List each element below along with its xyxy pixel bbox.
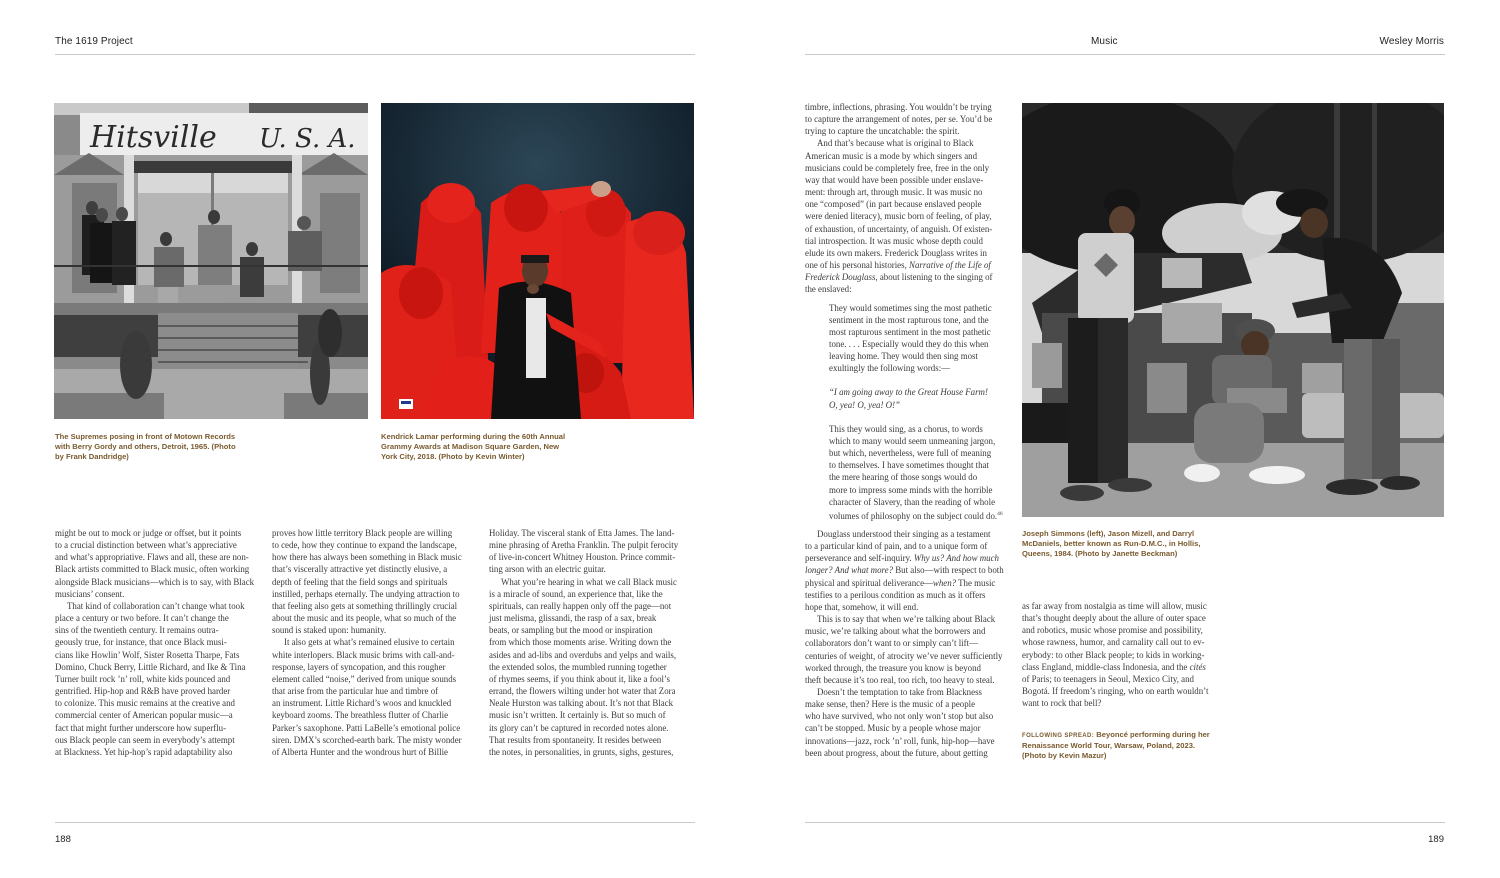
- spacer: [829, 411, 1020, 423]
- kendrick-lamar-grammys-photo: [381, 103, 694, 419]
- text-line: to cede, how they continue to expand the landscape,: [272, 540, 457, 551]
- text-line: American music is a mode by which singers and: [805, 150, 978, 161]
- text-line: Neale Hurston was talking about. It’s not that Black: [489, 698, 674, 709]
- following-spread-label: FOLLOWING SPREAD:: [1022, 733, 1095, 739]
- text-line: way that would have been possible under enslave-: [805, 174, 984, 185]
- intro-text: [805, 101, 1020, 296]
- caption-line: York City, 2018. (Photo by Kevin Winter): [381, 452, 525, 461]
- text-line: errand, the flowers wilting under hot water that Zora: [489, 686, 676, 697]
- body-column-1: [55, 527, 265, 758]
- svg-text:U. S. A.: U. S. A.: [259, 124, 356, 154]
- text-line: Frederick Douglass, about listening to the singing of: [805, 272, 993, 283]
- footer-rule: [55, 822, 695, 823]
- text-line: spirituals, can really happen only off the page—not: [489, 600, 672, 611]
- text-line: Douglass understood their singing as a testament: [817, 528, 991, 539]
- footnote-marker: 46: [997, 510, 1003, 517]
- text-line: more to impress some minds with the horrible: [829, 484, 993, 495]
- text-line: O, yea! O, yea! O!”: [829, 399, 900, 410]
- text-line: siren. DMX’s scorched-earth bark. The misty wonder: [272, 734, 462, 745]
- text-line: ting arson with an electric guitar.: [489, 564, 606, 575]
- footer-rule: [805, 822, 1445, 823]
- caption-line: by Frank Dandridge): [55, 452, 129, 461]
- text-line: leaving home. They would then sing most: [829, 351, 978, 362]
- text-line: Domino, Chuck Berry, Little Richard, and Ike & Tina: [55, 661, 246, 672]
- text-line: that feeling also gets at something thrillingly crucial: [272, 600, 458, 611]
- text-line: that’s thought deeply about the allure of outer space: [1022, 613, 1206, 624]
- text-line: how there has always been something in Black music: [272, 552, 462, 563]
- text-line: Parker’s saxophone. Patti LaBelle’s emotional police: [272, 722, 461, 733]
- spacer: [829, 374, 1020, 386]
- text-line: its glory can’t be captured in recorded notes alone.: [489, 722, 669, 733]
- text-line: as far away from nostalgia as time will allow, music: [1022, 601, 1207, 611]
- body-column-3: [489, 527, 699, 758]
- text-line: make sense, then? Here is the music of a people: [805, 699, 976, 710]
- text-line: centuries of weight, of atrocity we’ve never sufficiently: [805, 650, 1003, 661]
- caption-line: (Photo by Kevin Mazur): [1022, 751, 1107, 760]
- blockquote-para-1: [829, 302, 1020, 375]
- text-line: What you’re hearing in what we call Black music: [501, 576, 677, 587]
- text-line: Black artists committed to Black music, often working: [55, 564, 250, 575]
- text-line: timbre, inflections, phrasing. You wouldn’t be trying: [805, 102, 992, 112]
- text-line: volumes of philosophy on the subject could do.$^{46}$: [829, 510, 1003, 521]
- caption-following-spread: [1022, 730, 1242, 761]
- text-line: beats, or sampling but the mood or inspiration: [489, 625, 653, 636]
- text-line: tone. . . . Especially would they do this when: [829, 338, 989, 349]
- text-line: fact that might further underscore how superflu-: [55, 722, 227, 733]
- blockquote-para-2: [829, 423, 1020, 522]
- text-line: of live-in-concert Whitney Houston. Prince commit-: [489, 552, 676, 563]
- text-line: exultingly the following words:—: [829, 363, 951, 374]
- body-text-continued: [805, 528, 1020, 759]
- photo-supremes-illustration: [54, 103, 368, 419]
- text-line: ment: through art, through music. It was music no: [805, 187, 983, 198]
- text-line: white interlopers. Black music brims with call-and-: [272, 649, 455, 660]
- text-line: keyboard zooms. The breathless flutter of Charlie: [272, 710, 449, 721]
- text-line: depth of feeling that the field songs and spirituals: [272, 576, 448, 587]
- text-line: to themselves. I have sometimes thought that: [829, 460, 989, 471]
- text-line: from which those moments arise. Writing down the: [489, 637, 672, 648]
- text-line: one “composed” (in part because enslaved people: [805, 199, 982, 210]
- text-line: the extended solos, the mumbled running together: [489, 661, 667, 672]
- text-line: about the music and its people, what so much of the: [272, 613, 457, 624]
- text-line: which to many would seem unmeaning jargon,: [829, 435, 996, 446]
- right-page: [750, 0, 1500, 878]
- text-line: That results from spontaneity. It resides between: [489, 734, 662, 745]
- text-line: that arise from the particular hue and timbre of: [272, 686, 439, 697]
- run-dmc-hollis-photo: [1022, 103, 1444, 517]
- text-line: gentrified. Hip-hop and R&B have proved harder: [55, 686, 231, 697]
- text-line: musicians’ consent.: [55, 588, 125, 599]
- caption-text: Beyoncé performing during her: [1096, 730, 1210, 739]
- caption-line: Joseph Simmons (left), Jason Mizell, and Darryl: [1022, 529, 1195, 538]
- text-line: but which, nevertheless, were full of meaning: [829, 448, 992, 459]
- text-line: cians like Howlin’ Wolf, Sister Rosetta Tharpe, Fats: [55, 649, 240, 660]
- caption-line: Grammy Awards at Madison Square Garden, New: [381, 442, 560, 451]
- body-column-2: [272, 527, 482, 758]
- supremes-motown-photo: [54, 103, 368, 419]
- text-line: perseverance and self-inquiry. Why us? And how much: [805, 553, 999, 564]
- header-rule: [55, 54, 695, 55]
- text-line: element called “noise,” derived from unique sounds: [272, 673, 457, 684]
- caption-kendrick: [381, 432, 601, 462]
- text-line: sound is staked upon: humanity.: [272, 625, 387, 636]
- text-line: just melisma, glissandi, the rasp of a sax, break: [489, 613, 657, 624]
- text-line: Turner built rock ’n’ roll, white kids pounced and: [55, 673, 231, 684]
- text-line: place a century or two before. It can’t change the: [55, 613, 229, 624]
- caption-line: Kendrick Lamar performing during the 60th Annual: [381, 432, 566, 441]
- text-line: musicians could be completely free, free in the only: [805, 162, 990, 173]
- caption-run-dmc: [1022, 529, 1242, 559]
- text-line: “I am going away to the Great House Farm!: [829, 387, 988, 398]
- text-line: at Blackness. Yet hip-hop’s rapid adaptability also: [55, 746, 233, 757]
- text-line: Doesn’t the temptation to take from Blackness: [817, 687, 982, 697]
- text-line: geously true, for instance, that once Black musi-: [55, 637, 227, 648]
- text-line: proves how little territory Black people are willing: [272, 528, 453, 538]
- text-line: the mere hearing of those songs would do: [829, 472, 978, 483]
- running-head-book-title: The 1619 Project: [55, 36, 133, 47]
- text-line: sins of the twentieth century. It remains outra-: [55, 625, 219, 636]
- text-line: the notes, in personalities, in grunts, sighs, gestures,: [489, 746, 674, 757]
- running-head-author: Wesley Morris: [1379, 36, 1444, 47]
- text-line: to a crucial distinction between what’s appreciative: [55, 540, 237, 551]
- text-line: tial introspection. It was music whose depth could: [805, 235, 983, 246]
- blockquote-song: [829, 386, 1020, 410]
- text-line: to colonize. This music remains at the creative and: [55, 698, 235, 709]
- text-line: innovations—jazz, rock ’n’ roll, funk, hip-hop—have: [805, 735, 995, 746]
- text-line: of rhymes seems, if you think about it, like a fool’s: [489, 673, 670, 684]
- text-line: This they would sing, as a chorus, to words: [829, 423, 983, 434]
- text-line: one of his personal histories, Narrative of the Life of: [805, 260, 991, 271]
- caption-supremes: [55, 432, 275, 462]
- caption-line: with Berry Gordy and others, Detroit, 1965. (Photo: [55, 442, 236, 451]
- text-line: of Paris; to teenagers in Seoul, Mexico City, and: [1022, 673, 1194, 684]
- text-line: Bogotá. If freedom’s ringing, who on earth wouldn’t: [1022, 686, 1209, 697]
- text-line: can’t be stopped. Music by a people whose major: [805, 723, 981, 734]
- text-line: of Alberta Hunter and the wondrous hurt of Billie: [272, 746, 448, 757]
- text-line: character of Slavery, than the reading of whole: [829, 496, 996, 507]
- photo-kendrick-illustration: [381, 103, 694, 419]
- svg-text:Hitsville: Hitsville: [90, 120, 217, 155]
- text-line: It also gets at what’s remained elusive to certain: [284, 637, 455, 648]
- text-line: to capture the arrangement of notes, per se. You’d be: [805, 114, 993, 125]
- text-line: might be out to mock or judge or offset, but it points: [55, 528, 242, 538]
- text-line: an instrument. Little Richard’s woos and knuckled: [272, 698, 452, 709]
- text-line: to a particular kind of pain, and to a unique form of: [805, 541, 988, 552]
- text-line: trying to capture the uncatchable: the spirit.: [805, 126, 960, 137]
- text-line: Holiday. The visceral stank of Etta James. The land-: [489, 528, 675, 538]
- text-line: hope that, somehow, it will end.: [805, 601, 919, 612]
- text-line: longer? And what more? But also—with respect to both: [805, 565, 1004, 576]
- text-line: instilled, perhaps eternally. The undying attraction to: [272, 588, 460, 599]
- text-line: music isn’t written. It certainly is. But so much of: [489, 710, 666, 721]
- text-line: theft because it’s too real, too rich, too heavy to steal.: [805, 674, 995, 685]
- text-line: that’s viscerally attractive yet distinctly elusive, a: [272, 564, 448, 575]
- text-line: is a miracle of sound, an experience that, like the: [489, 588, 663, 599]
- text-line: of exhaustion, of uncertainty, of anguish. Of existen-: [805, 223, 993, 234]
- text-line: worked through, the treasure you know is beyond: [805, 662, 981, 673]
- caption-line: The Supremes posing in front of Motown Records: [55, 432, 236, 441]
- text-line: and robotics, music whose promise and possibility,: [1022, 625, 1203, 636]
- caption-line: Renaissance World Tour, Warsaw, Poland, 2023.: [1022, 741, 1196, 750]
- text-line: That kind of collaboration can’t change what took: [67, 600, 245, 611]
- text-line: This is to say that when we’re talking about Black: [817, 614, 996, 625]
- text-line: elude its own makers. Frederick Douglass writes in: [805, 247, 987, 258]
- text-line: sentiment in the most rapturous tone, and the: [829, 314, 989, 325]
- text-line: and what’s appropriative. Flaws and all, these are non-: [55, 552, 249, 563]
- text-line: And that’s because what is original to Black: [817, 138, 974, 149]
- text-line: class England, middle-class Indonesia, and the cités: [1022, 661, 1206, 672]
- text-line: want to rock that bell?: [1022, 698, 1102, 709]
- text-line: alongside Black musicians—which is to say, with Black: [55, 576, 255, 587]
- text-line: testifies to a perilous condition as much as it offers: [805, 589, 986, 600]
- douglass-blockquote: [805, 302, 1020, 522]
- text-line: commercial center of American popular music—a: [55, 710, 233, 721]
- text-line: They would sometimes sing the most pathetic: [829, 302, 992, 313]
- text-line: been about progress, about the future, about getting: [805, 747, 988, 758]
- caption-line: McDaniels, better known as Run-D.M.C., in Hollis,: [1022, 539, 1201, 548]
- text-line: response, layers of syncopation, and this rougher: [272, 661, 446, 672]
- text-line: asides and ad-libs and overdubs and yelps and wails,: [489, 649, 677, 660]
- text-line: the enslaved:: [805, 284, 852, 295]
- running-head-section: Music: [1091, 36, 1118, 47]
- caption-line: Queens, 1984. (Photo by Janette Beckman): [1022, 549, 1178, 558]
- text-line: ous Black people can seem in everybody’s attempt: [55, 734, 235, 745]
- body-column-right: [1022, 600, 1237, 709]
- text-line: most rapturous sentiment in the most pathetic: [829, 326, 991, 337]
- header-rule: [805, 54, 1445, 55]
- text-line: mine phrasing of Aretha Franklin. The pulpit ferocity: [489, 540, 679, 551]
- text-line: who have survived, who not only won’t stop but also: [805, 711, 994, 722]
- text-line: whose rawness, humor, and carnality call out to ev-: [1022, 637, 1205, 648]
- text-line: physical and spiritual deliverance—when? The music: [805, 577, 996, 588]
- text-line: music, we’re talking about what the borrowers and: [805, 626, 986, 637]
- page-number-right: 189: [1428, 834, 1444, 845]
- text-line: collaborators don’t want to or simply can’t lift—: [805, 638, 978, 649]
- caption-line: [1022, 730, 1242, 741]
- text-line: erybody: to other Black people; to kids in working-: [1022, 649, 1205, 660]
- body-column-douglass: [805, 101, 1020, 759]
- photo-run-dmc-illustration: [1022, 103, 1444, 517]
- page-number-left: 188: [55, 834, 71, 845]
- text-line: were denied literacy), music born of feeling, of play,: [805, 211, 992, 222]
